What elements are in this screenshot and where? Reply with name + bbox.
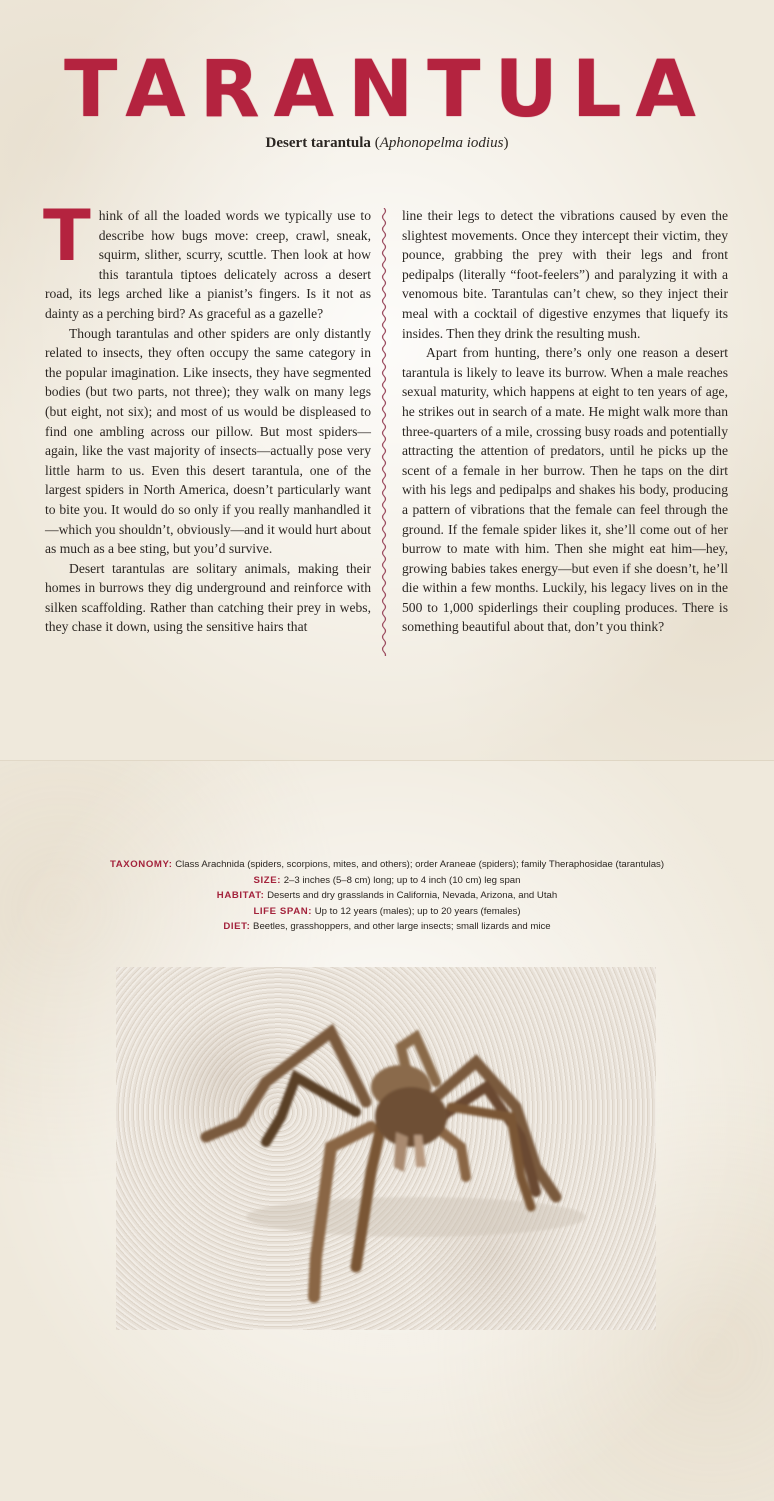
- fact-label: DIET:: [223, 921, 251, 933]
- text-column-right: [402, 206, 728, 637]
- text-column-left: [43, 195, 371, 637]
- paragraph: line their legs to detect the vibrations caused by even the slightest movements. Once they intercept their victim, they pounce, grabbing the prey with their legs and front pedipalps (literally “foot-feelers”) and paralyzing it with a venomous bite. Tarantulas can’t chew, so they inject their meal with a cocktail of digestive enzymes that liquefy its insides. Then they drink the resulting mush.: [402, 208, 728, 341]
- fact-label: SIZE:: [253, 874, 282, 886]
- fact-value: Deserts and dry grasslands in California, Nevada, Arizona, and Utah: [267, 890, 558, 902]
- fact-list: [0, 857, 774, 935]
- fact-size: [0, 873, 774, 889]
- fact-diet: [0, 919, 774, 935]
- paragraph: [43, 195, 371, 324]
- fact-label: HABITAT:: [216, 890, 265, 902]
- paren-close: ): [503, 135, 509, 151]
- scientific-name: Aphonopelma iodius: [379, 135, 504, 151]
- fact-value: 2–3 inches (5–8 cm) long; up to 4 inch (10 cm) leg span: [283, 874, 521, 886]
- fact-label: LIFE SPAN:: [253, 905, 313, 917]
- fact-taxonomy: [0, 857, 774, 873]
- fact-label: TAXONOMY:: [109, 859, 173, 870]
- fact-value: Up to 12 years (males); up to 20 years (females): [314, 905, 521, 917]
- paragraph-text: hink of all the loaded words we typically use to describe how bugs move: creep, crawl, sneak, squirm, slither, scurry, scuttle. Then look at how this tarantula tiptoes delicately across a desert road, its legs arched like a pianist’s fingers. Is it not as dainty as a perching bird? As graceful as a gazelle?: [45, 208, 371, 321]
- paragraph: Desert tarantulas are solitary animals, making their homes in burrows they dig underground and reinforce with silken scaffolding. Rather than catching their prey in webs, they chase it down, using the sensitive hairs that: [45, 560, 371, 635]
- common-name: Desert tarantula: [265, 135, 371, 151]
- paren-open: (: [370, 135, 380, 151]
- page-title: TARANTULA: [64, 45, 710, 135]
- fact-life-span: [0, 904, 774, 920]
- species-subtitle: [0, 135, 774, 152]
- drop-cap: T: [43, 195, 91, 277]
- fact-value: Beetles, grasshoppers, and other large insects; small lizards and mice: [253, 921, 551, 933]
- wavy-column-divider: [378, 208, 390, 656]
- fact-habitat: [0, 888, 774, 904]
- paragraph: Apart from hunting, there’s only one reason a desert tarantula is likely to leave its burrow. When a male reaches sexual maturity, which happens at eight to ten years of age, he strikes out in search of a mate. He might walk more than three-quarters of a mile, crossing busy roads and potentially attracting the attention of predators, until he picks up the scent of a female in her burrow. Then he taps on the dirt with his legs and pedipalps and shakes his body, producing a pattern of vibrations that the female can feel through the ground. If the female spider likes it, she’ll come out of her burrow to mate with him. Then she might eat him—hey, growing babies takes energy—but even if she doesn’t, he’ll die within a few months. Luckily, his legacy lives on in the 500 to 1,000 spiderlings their coupling produces. There is something beautiful about that, don’t you think?: [402, 345, 728, 635]
- fact-value: Class Arachnida (spiders, scorpions, mites, and others); order Araneae (spiders); family Theraphosidae (tarantulas): [175, 859, 665, 870]
- spider-photo-icon: [116, 967, 656, 1330]
- paragraph: Though tarantulas and other spiders are only distantly related to insects, they often occupy the same category in the popular imagination. Like insects, they have segmented bodies (but two parts, not three); they walk on many legs (but eight, not six); and most of us would be displeased to find one ambling across our pillow. But most spiders—again, like the vast majority of insects—actually pose very little harm to us. Even this desert tarantula, one of the largest spiders in North America, doesn’t particularly want to bite you. It would do so only if you really manhandled it—which you shouldn’t, obviously—and it would hurt about as much as a bee sting, but you’d survive.: [45, 325, 371, 557]
- tarantula-photo: [116, 967, 656, 1330]
